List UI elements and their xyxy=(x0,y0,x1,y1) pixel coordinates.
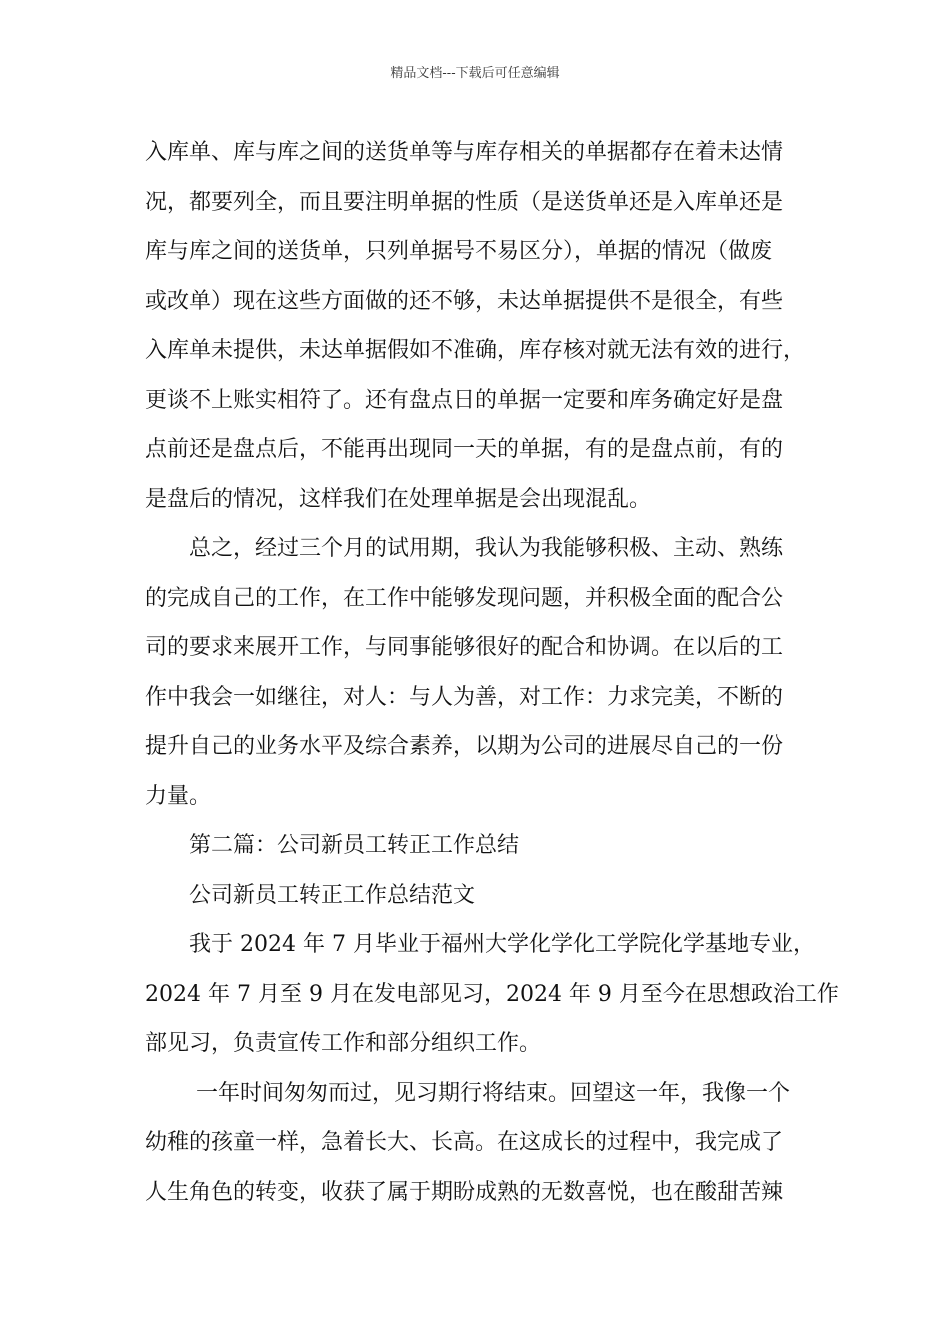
text-line: 更谈不上账实相符了。还有盘点日的单据一定要和库务确定好是盘 xyxy=(145,387,784,413)
text-line: 一年时间匆匆而过，见习期行将结束。回望这一年，我像一个 xyxy=(145,1080,790,1106)
text-line: 幼稚的孩童一样，急着长大、长高。在这成长的过程中，我完成了 xyxy=(145,1130,784,1155)
text-line: 提升自己的业务水平及综合素养，以期为公司的进展尽自己的一份 xyxy=(145,734,784,759)
text-line: 我于 2024 年 7 月毕业于福州大学化学化工学院化学基地专业， xyxy=(145,932,815,957)
section-subheading: 公司新员工转正工作总结范文 xyxy=(145,882,476,908)
text-line: 或改单）现在这些方面做的还不够，未达单据提供不是很全，有些 xyxy=(145,288,784,314)
document-body xyxy=(145,128,839,1217)
section-heading: 第二篇：公司新员工转正工作总结 xyxy=(145,833,520,858)
text-line: 是盘后的情况，这样我们在处理单据是会出现混乱。 xyxy=(145,486,652,512)
text-line: 司的要求来展开工作，与同事能够很好的配合和协调。在以后的工 xyxy=(145,635,784,660)
text-line: 入库单、库与库之间的送货单等与库存相关的单据都存在着未达情 xyxy=(145,140,784,165)
text-line: 力量。 xyxy=(145,783,212,809)
text-line: 点前还是盘点后，不能再出现同一天的单据，有的是盘点前，有的 xyxy=(145,437,784,462)
text-line: 2024 年 7 月至 9 月在发电部见习，2024 年 9 月至今在思想政治工作 xyxy=(145,981,839,1007)
text-line: 况，都要列全，而且要注明单据的性质（是送货单还是入库单还是 xyxy=(145,189,784,215)
text-line: 部见习，负责宣传工作和部分组织工作。 xyxy=(145,1031,542,1056)
page-header: 精品文档---下载后可任意编辑 xyxy=(390,66,560,81)
text-line: 作中我会一如继往，对人：与人为善，对工作：力求完美，不断的 xyxy=(145,684,784,710)
text-line: 的完成自己的工作，在工作中能够发现问题，并积极全面的配合公 xyxy=(145,585,784,611)
text-line: 人生角色的转变，收获了属于期盼成熟的无数喜悦，也在酸甜苦辣 xyxy=(145,1179,784,1205)
text-line: 总之，经过三个月的试用期，我认为我能够积极、主动、熟练 xyxy=(145,536,784,561)
text-line: 库与库之间的送货单，只列单据号不易区分），单据的情况（做废 xyxy=(145,239,773,264)
text-line: 入库单未提供，未达单据假如不准确，库存核对就无法有效的进行， xyxy=(145,338,806,363)
